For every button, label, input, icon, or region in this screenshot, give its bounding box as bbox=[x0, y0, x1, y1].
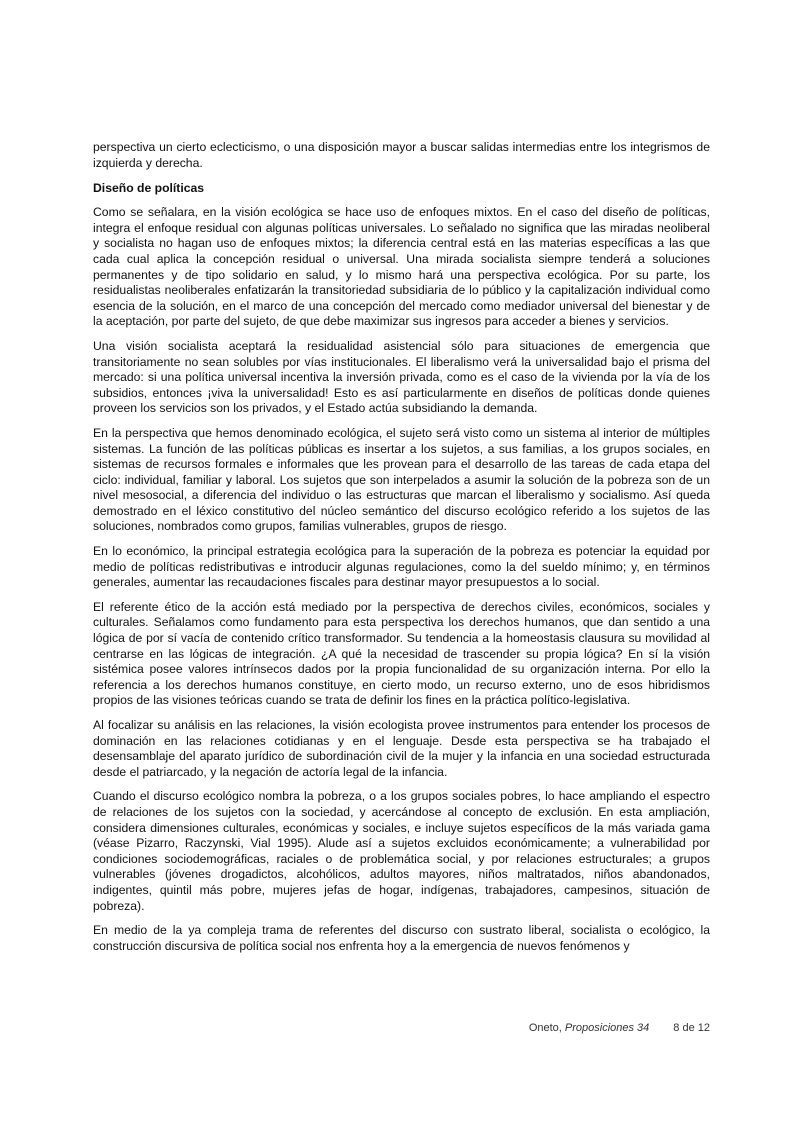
paragraph: Cuando el discurso ecológico nombra la pobreza, o a los grupos sociales pobres, lo hace ampliando el espectro de relaciones de los sujetos con la sociedad, y acercándose al concepto de exclusión. En esta ampliación, considera dimensiones culturales, económicas y sociales, e incluye sujetos específicos de la más variada gama (véase Pizarro, Raczynski, Vial 1995). Alude así a sujetos excluidos económicamente; a vulnerabilidad por condiciones sociodemográficas, raciales o de problemática social, y por relaciones estructurales; a grupos vulnerables (jóvenes drogadictos, alcohólicos, adultos mayores, niños maltratados, niños abandonados, indigentes, quintil más pobre, mujeres jefas de hogar, indígenas, trabajadores, campesinos, situación de pobreza). bbox=[93, 789, 710, 913]
paragraph: En lo económico, la principal estrategia ecológica para la superación de la pobreza es potenciar la equidad por medio de políticas redistributivas e introducir algunas regulaciones, como la del sueldo mínimo; y, en términos generales, aumentar las recaudaciones fiscales para destinar mayor presupuestos a lo social. bbox=[93, 544, 710, 590]
paragraph: El referente ético de la acción está mediado por la perspectiva de derechos civiles, económicos, sociales y culturales. Señalamos como fundamento para esta perspectiva los derechos humanos, que dan sentido a una lógica de por sí vacía de contenido crítico transformador. Su tendencia a la homeostasis clausura su movilidad al centrarse en las lógicas de integración. ¿A qué la necesidad de trascender su propia lógica? En sí la visión sistémica posee valores intrínsecos dados por la propia funcionalidad de su organización interna. Por ello la referencia a los derechos humanos constituye, en cierto modo, un recurso externo, uno de esos hibridismos propios de las visiones teóricas cuando se trata de definir los fines en la práctica político-legislativa. bbox=[93, 599, 710, 708]
page-footer bbox=[93, 1022, 710, 1034]
document-body bbox=[93, 140, 710, 963]
paragraph: Al focalizar su análisis en las relaciones, la visión ecologista provee instrumentos para entender los procesos de dominación en las relaciones cotidianas y en el lenguaje. Desde esta perspectiva se ha trabajado el desensamblaje del aparato jurídico de subordinación civil de la mujer y la infancia en una sociedad estructurada desde el patriarcado, y la negación de actoría legal de la infancia. bbox=[93, 718, 710, 779]
paragraph: Una visión socialista aceptará la residualidad asistencial sólo para situaciones de emergencia que transitoriamente no sean solubles por vías institucionales. El liberalismo verá la universalidad bajo el prisma del mercado: si una política universal incentiva la inversión privada, como es el caso de la vivienda por la vía de los subsidios, entonces ¡viva la universalidad! Esto es así particularmente en diseños de políticas donde quienes proveen los servicios son los privados, y el Estado actúa subsidiando la demanda. bbox=[93, 338, 710, 416]
footer-author: Oneto, bbox=[528, 1022, 565, 1034]
footer-journal: Proposiciones 34 bbox=[564, 1022, 650, 1034]
paragraph: En medio de la ya compleja trama de referentes del discurso con sustrato liberal, socialista o ecológico, la construcción discursiva de política social nos enfrenta hoy a la emergencia de nuevos fenómenos y bbox=[93, 923, 710, 953]
paragraph: En la perspectiva que hemos denominado ecológica, el sujeto será visto como un sistema al interior de múltiples sistemas. La función de las políticas públicas es insertar a los sujetos, a sus familias, a los grupos sociales, en sistemas de recursos formales e informales que les provean para el desarrollo de las tareas de cada etapa del ciclo: individual, familiar y laboral. Los sujetos que son interpelados a asumir la solución de la pobreza son de un nivel mesosocial, a diferencia del individuo o las estructuras que marcan el liberalismo y socialismo. Así queda demostrado en el léxico constitutivo del núcleo semántico del discurso ecológico referido a los sujetos de las soluciones, nombrados como grupos, familias vulnerables, grupos de riesgo. bbox=[93, 425, 710, 534]
section-heading: Diseño de políticas bbox=[93, 181, 205, 196]
footer-page-number: 8 de 12 bbox=[673, 1022, 710, 1034]
paragraph-intro-continuation: perspectiva un cierto eclecticismo, o una disposición mayor a buscar salidas intermedias entre los integrismos de izquierda y derecha. bbox=[93, 140, 710, 170]
paragraph: Como se señalara, en la visión ecológica se hace uso de enfoques mixtos. En el caso del diseño de políticas, integra el enfoque residual con algunas políticas universales. Lo señalado no significa que las miradas neoliberal y socialista no hagan uso de enfoques mixtos; la diferencia central está en las materias específicas a las que cada cual aplica la concepción residual o universal. Una mirada socialista siempre tenderá a soluciones permanentes y de tipo solidario en salud, y lo mismo hará una perspectiva ecológica. Por su parte, los residualistas neoliberales enfatizarán la transitoriedad subsidiaria de lo público y la capitalización individual como esencia de la solución, en el marco de una concepción del mercado como mediador universal del bienestar y de la aceptación, por parte del sujeto, de que debe maximizar sus ingresos para acceder a bienes y servicios. bbox=[93, 205, 710, 329]
